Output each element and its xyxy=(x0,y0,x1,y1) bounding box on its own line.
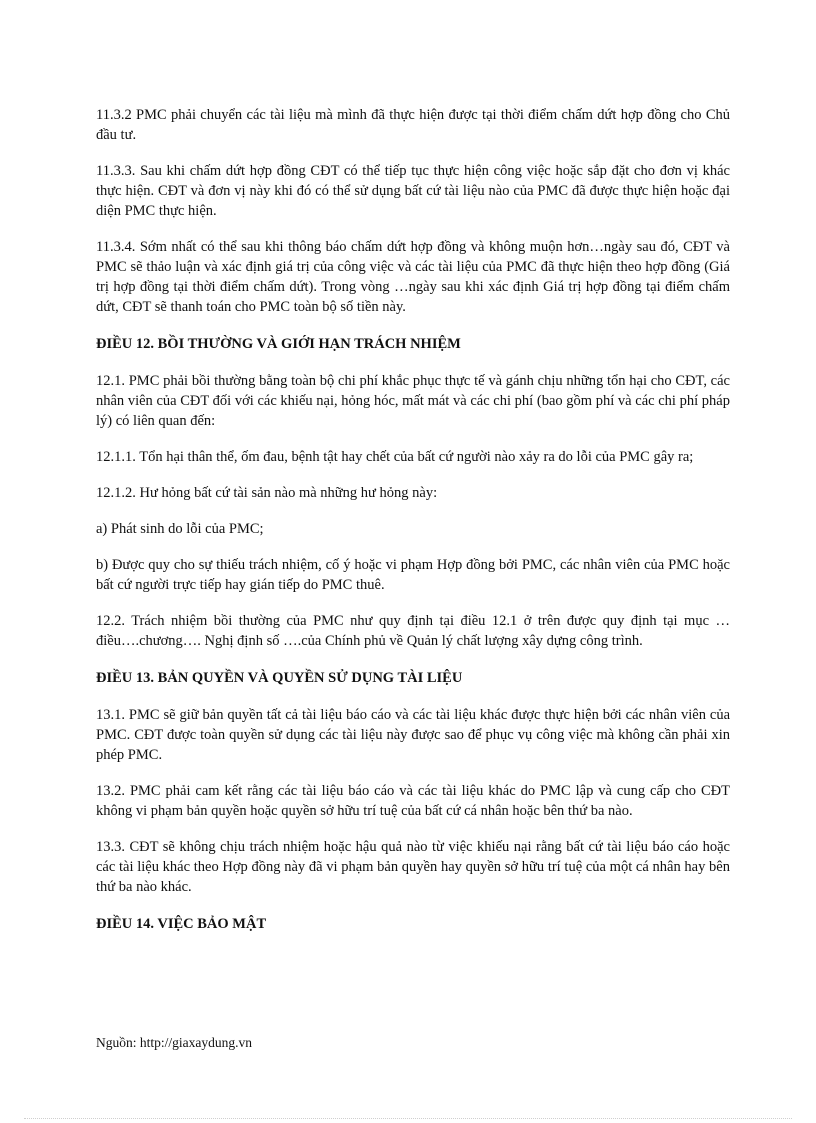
paragraph-12-1: 12.1. PMC phải bồi thường bằng toàn bộ chi phí khắc phục thực tế và gánh chịu những tổn hại cho CĐT, các nhân viên của CĐT đối với các khiếu nại, hỏng hóc, mất mát và các chi phí (bao gồm phí và các chi phí pháp lý) có liên quan đến: xyxy=(96,373,730,429)
heading-article-12: ĐIỀU 12. BỒI THƯỜNG VÀ GIỚI HẠN TRÁCH NHIỆM xyxy=(96,336,461,352)
paragraph-13-2: 13.2. PMC phải cam kết rằng các tài liệu báo cáo và các tài liệu khác do PMC lập và cung cấp cho CĐT không vi phạm bản quyền hoặc quyền sở hữu trí tuệ của bất cứ cá nhân hoặc bên thứ ba nào. xyxy=(96,783,730,819)
paragraph-11-3-2: 11.3.2 PMC phải chuyển các tài liệu mà mình đã thực hiện được tại thời điểm chấm dứt hợp đồng cho Chủ đầu tư. xyxy=(96,107,730,143)
paragraph-11-3-3: 11.3.3. Sau khi chấm dứt hợp đồng CĐT có thể tiếp tục thực hiện công việc hoặc sắp đặt cho đơn vị khác thực hiện. CĐT và đơn vị này khi đó có thể sử dụng bất cứ tài liệu nào của PMC đã được thực hiện hoặc đại diện PMC thực hiện. xyxy=(96,163,730,219)
paragraph-12-1-2: 12.1.2. Hư hỏng bất cứ tài sản nào mà những hư hỏng này: xyxy=(96,485,438,501)
paragraph-12-1-2-b: b) Được quy cho sự thiếu trách nhiệm, cố ý hoặc vi phạm Hợp đồng bởi PMC, các nhân viên của PMC hoặc bất cứ người trực tiếp hay gián tiếp do PMC thuê. xyxy=(96,557,730,593)
paragraph-13-3: 13.3. CĐT sẽ không chịu trách nhiệm hoặc hậu quả nào từ việc khiếu nại rằng bất cứ tài liệu báo cáo hoặc các tài liệu khác theo Hợp đồng này đã vi phạm bản quyền hay quyền sở hữu trí tuệ của một cá nhân hay bên thứ ba nào khác. xyxy=(96,839,730,895)
document-body xyxy=(96,105,730,951)
heading-article-13: ĐIỀU 13. BẢN QUYỀN VÀ QUYỀN SỬ DỤNG TÀI LIỆU xyxy=(96,670,463,686)
source-note: Nguồn: http://giaxaydung.vn xyxy=(96,1035,252,1050)
paragraph-13-1: 13.1. PMC sẽ giữ bản quyền tất cả tài liệu báo cáo và các tài liệu khác được thực hiện bởi các nhân viên của PMC. CĐT được toàn quyền sử dụng các tài liệu này được sao để phục vụ công việc mà không cần phải xin phép PMC. xyxy=(96,707,730,763)
paragraph-12-2: 12.2. Trách nhiệm bồi thường của PMC như quy định tại điều 12.1 ở trên được quy định tại mục … điều….chương…. Nghị định số ….của Chính phủ về Quản lý chất lượng xây dựng công trình. xyxy=(96,613,730,649)
page-bottom-divider xyxy=(24,1118,792,1119)
paragraph-12-1-1: 12.1.1. Tổn hại thân thể, ốm đau, bệnh tật hay chết của bất cứ người nào xảy ra do lỗi của PMC gây ra; xyxy=(96,449,694,465)
heading-article-14: ĐIỀU 14. VIỆC BẢO MẬT xyxy=(96,916,267,932)
paragraph-11-3-4: 11.3.4. Sớm nhất có thể sau khi thông báo chấm dứt hợp đồng và không muộn hơn…ngày sau đó, CĐT và PMC sẽ thảo luận và xác định giá trị của công việc và các tài liệu của PMC đã thực hiện theo hợp đồng (Giá trị hợp đồng tại thời điểm chấm dứt). Trong vòng …ngày sau khi xác định Giá trị hợp đồng tại điểm chấm dứt, CĐT sẽ thanh toán cho PMC toàn bộ số tiền này. xyxy=(96,239,730,315)
paragraph-12-1-2-a: a) Phát sinh do lỗi của PMC; xyxy=(96,521,264,537)
